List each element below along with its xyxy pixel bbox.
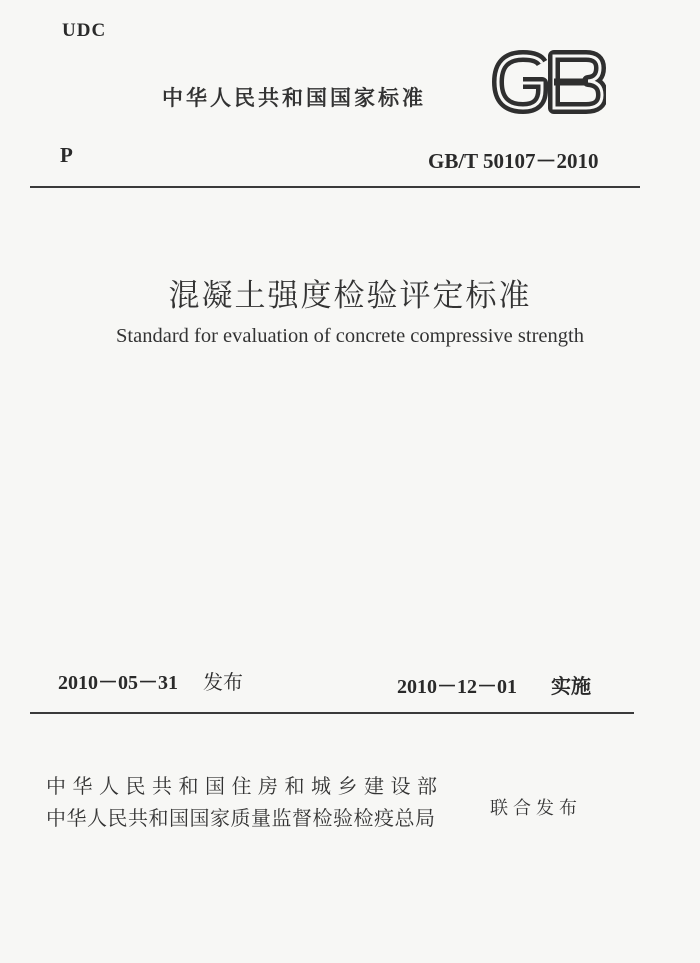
udc-label: UDC — [62, 20, 107, 41]
implement-date: 2010－12－01 — [397, 676, 517, 698]
header-divider — [30, 186, 640, 188]
implement-label: 实施 — [551, 674, 591, 698]
issuer-ministry: 中华人民共和国住房和城乡建设部 — [46, 774, 444, 798]
footer-divider — [30, 712, 634, 714]
standard-code: GB/T 50107－2010 — [428, 149, 599, 173]
gb-logo — [490, 50, 606, 114]
national-standard-heading: 中华人民共和国国家标准 — [162, 86, 426, 110]
category-code: P — [60, 143, 73, 167]
title-chinese: 混凝土强度检验评定标准 — [168, 278, 532, 314]
joint-issue-label: 联合发布 — [490, 798, 582, 819]
issue-label: 发布 — [203, 670, 243, 694]
issuer-aqsiq: 中华人民共和国国家质量监督检验检疫总局 — [46, 806, 436, 830]
issue-date: 2010－05－31 — [58, 672, 178, 694]
title-english: Standard for evaluation of concrete compressive strength — [116, 325, 584, 347]
